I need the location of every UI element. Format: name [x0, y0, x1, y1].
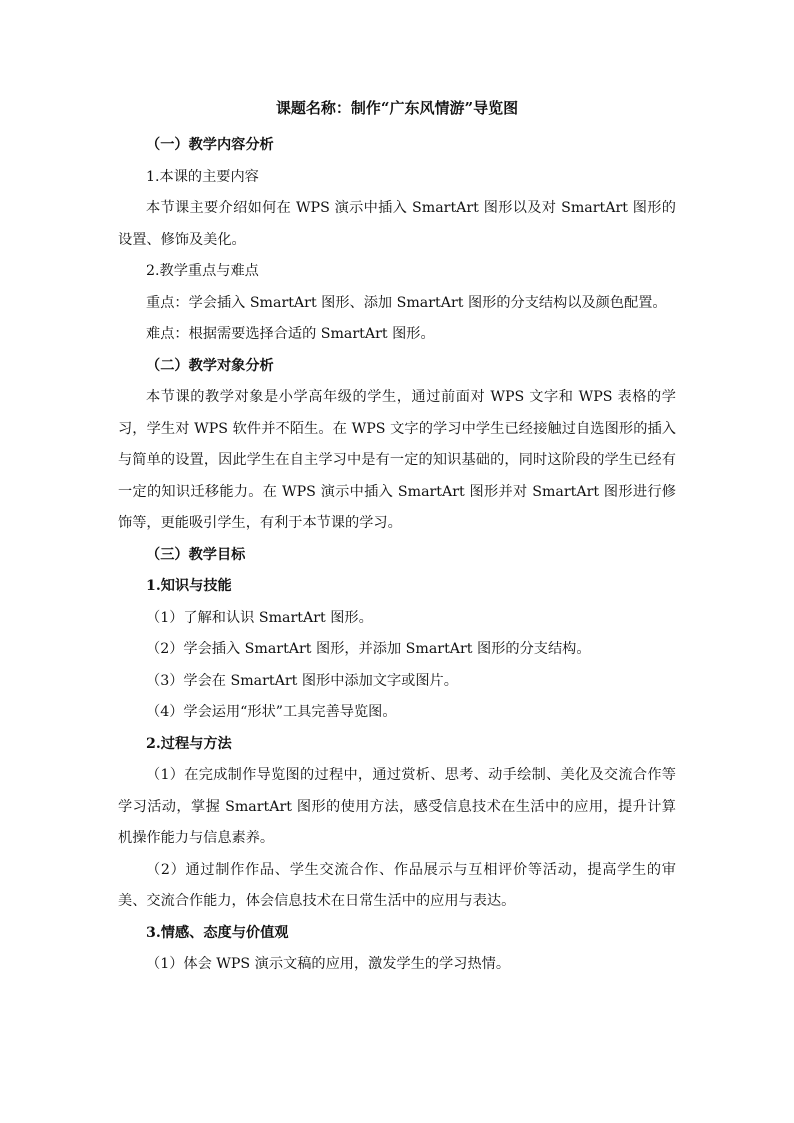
paragraph-key-points: 重点：学会插入 SmartArt 图形、添加 SmartArt 图形的分支结构以及颜色配置。: [146, 294, 667, 311]
paragraph-main-content: 本节课主要介绍如何在 WPS 演示中插入 SmartArt 图形以及对 SmartArt 图形的设置、修饰及美化。: [118, 200, 676, 248]
goal-item: （1）体会 WPS 演示文稿的应用，激发学生的学习热情。: [146, 956, 511, 972]
subsection-heading-attitude-values: 3.情感、态度与价值观: [146, 924, 289, 941]
paragraph-difficult-points: 难点：根据需要选择合适的 SmartArt 图形。: [146, 326, 435, 342]
subsection-heading-knowledge-skills: 1.知识与技能: [146, 578, 232, 594]
goal-item: （2）学会插入 SmartArt 图形，并添加 SmartArt 图形的分支结构。: [146, 641, 591, 657]
paragraph-student-analysis: 本节课的教学对象是小学高年级的学生，通过前面对 WPS 文字和 WPS 表格的学习，学生对 WPS 软件并不陌生。在 WPS 文字的学习中学生已经接触过自选图形的插入与简单的设置，因此学生在自主学习中是有一定的知识基础的，同时这阶段的学生已经有一定的知识迁移能力。在 WPS 演示中插入 SmartArt 图形并对 SmartArt 图形进行修饰等，更能吸引学生，有利于本节课的学习。: [118, 389, 676, 531]
section-heading-student-analysis: （二）教学对象分析: [146, 357, 274, 374]
subsection-heading-process-method: 2.过程与方法: [146, 735, 232, 752]
goal-item: （1）了解和认识 SmartArt 图形。: [146, 609, 373, 626]
document-page: [118, 98, 676, 981]
goal-item: （2）通过制作作品、学生交流合作、作品展示与互相评价等活动，提高学生的审美、交流合作能力，体会信息技术在日常生活中的应用与表达。: [118, 861, 676, 909]
goal-item: （3）学会在 SmartArt 图形中添加文字或图片。: [146, 672, 458, 689]
subheading-key-difficult: 2.教学重点与难点: [146, 263, 259, 279]
goal-item: （4）学会运用“形状”工具完善导览图。: [146, 704, 397, 720]
section-heading-teaching-goals: （三）教学目标: [146, 546, 246, 563]
goal-item: （1）在完成制作导览图的过程中，通过赏析、思考、动手绘制、美化及交流合作等学习活动，掌握 SmartArt 图形的使用方法，感受信息技术在生活中的应用，提升计算机操作能力与信息素养。: [118, 767, 676, 846]
document-title: 课题名称：制作“广东风情游”导览图: [275, 99, 519, 117]
subheading-main-content: 1.本课的主要内容: [146, 168, 259, 185]
section-heading-content-analysis: （一）教学内容分析: [146, 137, 274, 153]
